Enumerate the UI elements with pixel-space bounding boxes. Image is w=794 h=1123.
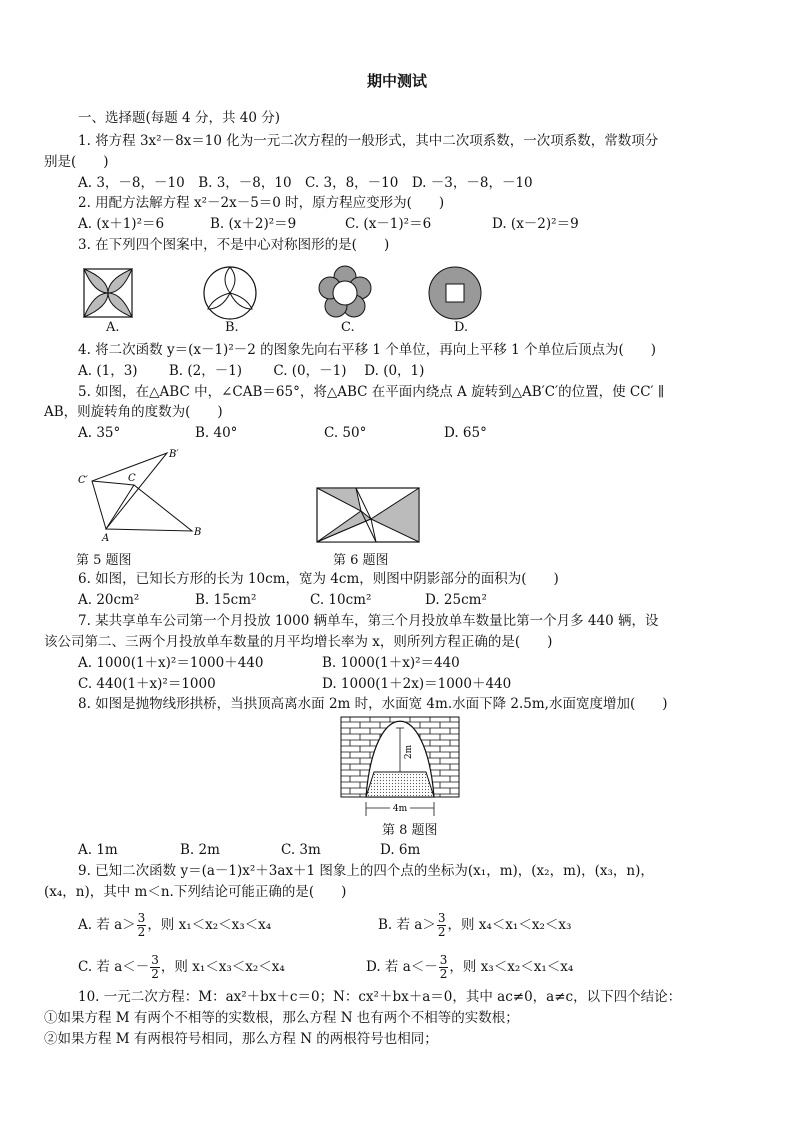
q6-option-a: A. 20cm² (78, 592, 140, 608)
q4-options: A. (1，3) B. (2，－1) C. (0，－1) D. (0，1) (78, 363, 425, 379)
q5-label-a: A (102, 533, 110, 544)
q9-option-d (366, 953, 573, 981)
q5-option-d: D. 65° (444, 425, 487, 441)
q3-figure-c (319, 266, 371, 317)
frac-denominator: 2 (151, 967, 159, 981)
q9-option-b (378, 911, 571, 939)
q9-option-a (78, 911, 271, 939)
q5-option-b: B. 40° (195, 425, 238, 441)
q9-option-a-post: ，则 x₁＜x₂＜x₃＜x₄ (147, 917, 272, 933)
q1-options: A. 3，－8，－10 B. 3，－8，10 C. 3，8，－10 D. －3，－8，－10 (78, 175, 533, 191)
q3-figure-b (204, 267, 256, 319)
frac-denominator: 2 (439, 967, 448, 981)
q5-option-c: C. 50° (324, 425, 367, 441)
q3-stem: 3. 在下列四个图案中，不是中心对称图形的是( ) (78, 237, 390, 253)
q3-figure-d (429, 267, 481, 319)
q3-figure-a (84, 269, 132, 317)
q3-label-b: B. (225, 320, 239, 335)
q7-option-a: A. 1000(1＋x)²＝1000＋440 (78, 655, 264, 671)
section-heading: 一、选择题(每题 4 分，共 40 分) (78, 110, 280, 126)
fraction (439, 954, 449, 981)
q9-option-c-post: ，则 x₁＜x₃＜x₂＜x₄ (160, 959, 285, 975)
q5-label-cp: C′ (78, 475, 88, 486)
q3-label-d: D. (454, 320, 469, 335)
q5-caption: 第 5 题图 (76, 553, 132, 568)
q5-label-c: C (128, 473, 136, 484)
q8-height-label: 2m (404, 744, 414, 760)
page-title: 期中测试 (366, 72, 427, 90)
q8-option-c: C. 3m (281, 842, 321, 858)
q9-option-c-pre: C. 若 a＜－ (78, 959, 150, 975)
q5-label-bp: B′ (169, 449, 179, 460)
q8-width-label: 4m (392, 804, 408, 814)
q7-option-b: B. 1000(1＋x)²＝440 (322, 655, 460, 671)
q8-stem: 8. 如图是抛物线形拱桥，当拱顶高离水面 2m 时，水面宽 4m.水面下降 2.5m,水面宽度增加( ) (78, 696, 668, 712)
q7-stem-line2: 该公司第二、三两个月投放单车数量的月平均增长率为 x，则所列方程正确的是( ) (44, 634, 553, 650)
q5-option-a: A. 35° (78, 425, 121, 441)
q6-option-d: D. 25cm² (425, 592, 487, 608)
q9-option-d-post: ，则 x₃＜x₂＜x₁＜x₄ (449, 959, 574, 975)
frac-numerator: 3 (439, 953, 448, 967)
q6-stem: 6. 如图，已知长方形的长为 10cm，宽为 4cm，则图中阴影部分的面积为( ) (78, 571, 559, 587)
q10-stem: 10. 一元二次方程：M：ax²＋bx＋c＝0；N：cx²＋bx＋a＝0，其中 ac≠0，a≠c，以下四个结论： (78, 989, 682, 1005)
q9-stem-line1: 9. 已知二次函数 y＝(a－1)x²＋3ax＋1 图象上的四个点的坐标为(x₁，m)，(x₂，m)，(x₃，n)， (78, 863, 654, 879)
q8-figure (340, 716, 460, 818)
q5-stem-line1: 5. 如图，在△ABC 中，∠CAB＝65°，将△ABC 在平面内绕点 A 旋转到△AB′C′的位置，使 CC′ ∥ (78, 384, 665, 400)
q9-option-b-post: ，则 x₄＜x₁＜x₂＜x₃ (447, 917, 572, 933)
q7-stem-line1: 7. 某共享单车公司第一个月投放 1000 辆单车，第三个月投放单车数量比第一个月多 440 辆，设 (78, 613, 659, 629)
q6-caption: 第 6 题图 (333, 553, 389, 568)
q2-option-a: A. (x＋1)²＝6 (78, 216, 165, 232)
q6-figure (316, 487, 420, 543)
q7-option-d: D. 1000(1＋2x)＝1000＋440 (322, 676, 512, 692)
q7-option-c: C. 440(1＋x)²＝1000 (78, 676, 216, 692)
q2-option-c: C. (x－1)²＝6 (345, 216, 432, 232)
q2-option-d: D. (x－2)²＝9 (492, 216, 579, 232)
q2-option-b: B. (x＋2)²＝9 (210, 216, 297, 232)
frac-numerator: 3 (137, 911, 146, 925)
q6-option-b: B. 15cm² (195, 592, 257, 608)
frac-numerator: 3 (151, 953, 159, 967)
q8-caption: 第 8 题图 (382, 823, 438, 838)
q3-figures (80, 265, 500, 325)
q8-option-a: A. 1m (78, 842, 118, 858)
fraction (150, 954, 160, 981)
q8-option-d: D. 6m (380, 842, 421, 858)
fraction (137, 912, 147, 939)
q5-label-b: B (194, 527, 202, 538)
frac-denominator: 2 (137, 925, 146, 939)
q8-option-b: B. 2m (180, 842, 220, 858)
q1-stem-line2: 别是( ) (44, 154, 109, 170)
q3-label-a: A. (106, 320, 120, 335)
frac-denominator: 2 (437, 925, 446, 939)
q5-stem-line2: AB，则旋转角的度数为( ) (44, 404, 223, 420)
q10-conclusion-1: ①如果方程 M 有两个不相等的实数根，那么方程 N 也有两个不相等的实数根； (44, 1010, 519, 1026)
q10-conclusion-2: ②如果方程 M 有两根符号相同，那么方程 N 的两根符号也相同； (44, 1031, 438, 1047)
q9-option-b-pre: B. 若 a＞ (378, 917, 436, 933)
q9-option-a-pre: A. 若 a＞ (78, 917, 136, 933)
q3-label-c: C. (341, 320, 355, 335)
q5-figure (72, 445, 212, 545)
q6-option-c: C. 10cm² (310, 592, 372, 608)
q1-stem-line1: 1. 将方程 3x²－8x＝10 化为一元二次方程的一般形式，其中二次项系数，一次项系数，常数项分 (78, 133, 659, 149)
q9-stem-line2: (x₄，n)，其中 m＜n.下列结论可能正确的是( ) (44, 884, 347, 900)
q9-option-c (78, 953, 285, 981)
q2-stem: 2. 用配方法解方程 x²－2x－5＝0 时，原方程应变形为( ) (78, 195, 445, 211)
q9-option-d-pre: D. 若 a＜－ (366, 959, 438, 975)
frac-numerator: 3 (437, 911, 446, 925)
q4-stem: 4. 将二次函数 y＝(x－1)²－2 的图象先向右平移 1 个单位，再向上平移 1 个单位后顶点为( ) (78, 342, 656, 358)
fraction (437, 912, 447, 939)
